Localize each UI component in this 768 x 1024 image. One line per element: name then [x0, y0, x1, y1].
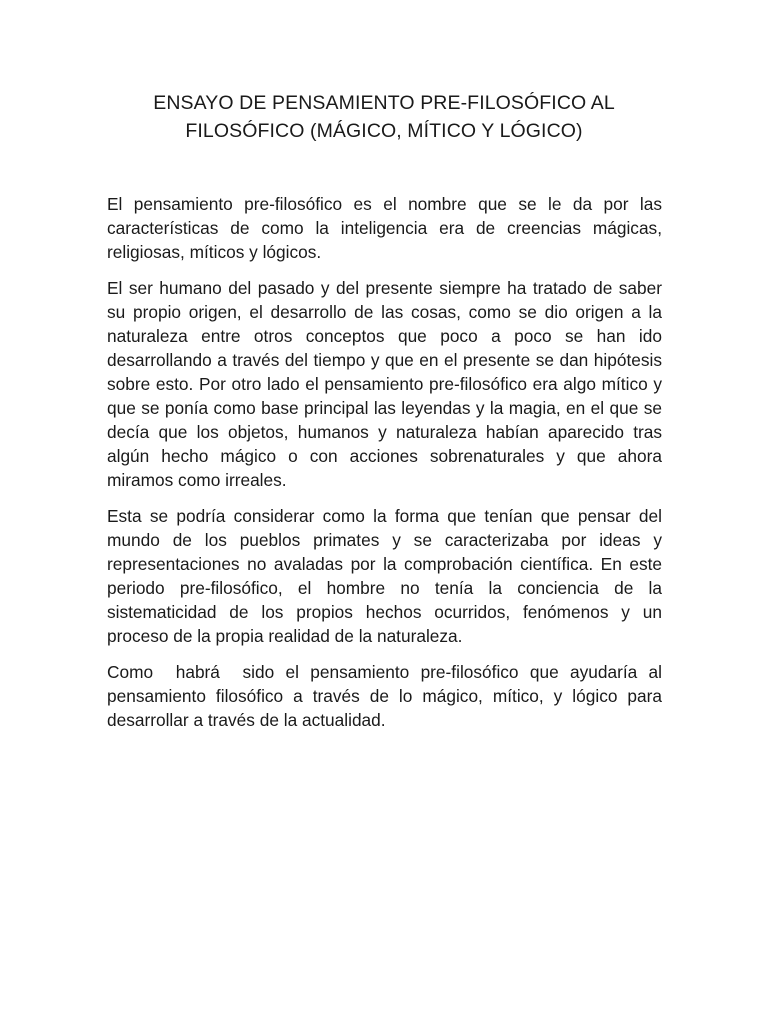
document-title	[100, 89, 668, 145]
title-line-1: ENSAYO DE PENSAMIENTO PRE-FILOSÓFICO AL	[153, 92, 615, 114]
document-body	[107, 192, 667, 744]
paragraph-2: El ser humano del pasado y del presente siempre ha tratado de saber su propio origen, el desarrollo de las cosas, como se dio origen a la naturaleza entre otros conceptos que poco a poco se han ido desarrollando a través del tiempo y que en el presente se dan hipótesis sobre esto. Por otro lado el pensamiento pre-filosófico era algo mítico y que se ponía como base principal las leyendas y la magia, en el que se decía que los objetos, humanos y naturaleza habían aparecido tras algún hecho mágico o con acciones sobrenaturales y que ahora miramos como irreales.	[107, 278, 662, 490]
paragraph-4: Como habrá sido el pensamiento pre-filosófico que ayudaría al pensamiento filosófico a través de lo mágico, mítico, y lógico para desarrollar a través de la actualidad.	[107, 662, 667, 730]
paragraph-1: El pensamiento pre-filosófico es el nombre que se le da por las características de como la inteligencia era de creencias mágicas, religiosas, míticos y lógicos.	[107, 194, 662, 262]
paragraph-3: Esta se podría considerar como la forma que tenían que pensar del mundo de los pueblos primates y se caracterizaba por ideas y representaciones no avaladas por la comprobación científica. En este periodo pre-filosófico, el hombre no tenía la conciencia de la sistematicidad de los propios hechos ocurridos, fenómenos y un proceso de la propia realidad de la naturaleza.	[107, 506, 662, 646]
title-line-2: FILOSÓFICO (MÁGICO, MÍTICO Y LÓGICO)	[185, 120, 583, 142]
